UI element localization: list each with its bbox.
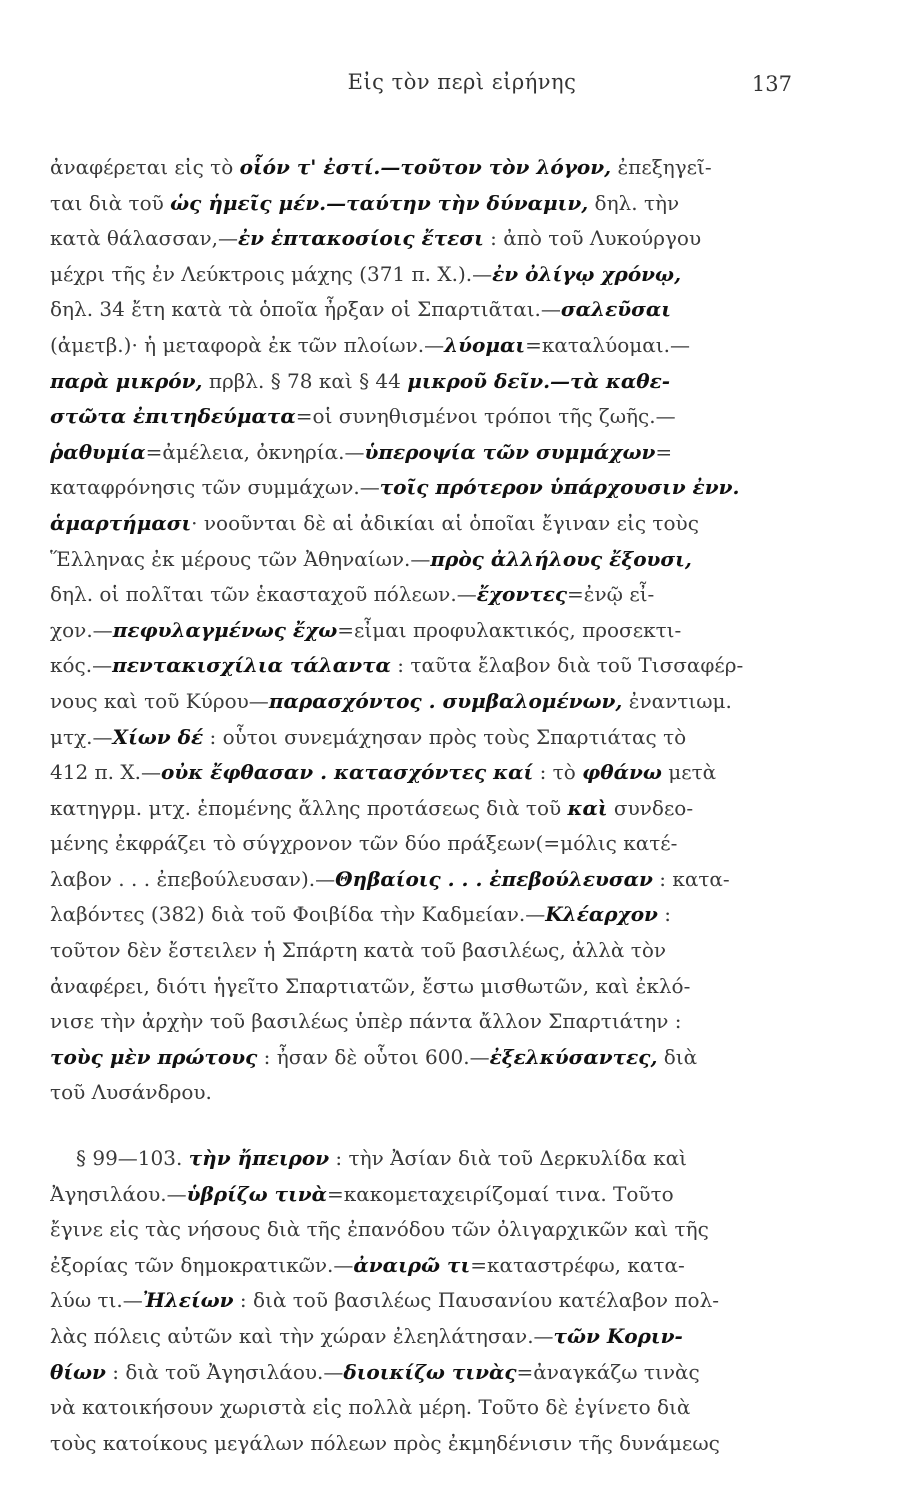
text-run: 412 π. Χ.— bbox=[50, 760, 161, 785]
text-line bbox=[50, 1004, 810, 1040]
lemma: ἐν ὀλίγῳ χρόνῳ, bbox=[492, 261, 682, 286]
text-line bbox=[50, 1040, 810, 1076]
text-run: =ἀναγκάζω τινὰς bbox=[516, 1359, 700, 1384]
text-run: · νοοῦνται δὲ αἱ ἀδικίαι αἱ ὁποῖαι ἔγιναν εἰς τοὺς bbox=[191, 510, 699, 535]
text-run: μένης ἐκφράζει τὸ σύγχρονον τῶν δύο πράξεων(=μόλις κατέ- bbox=[50, 831, 678, 856]
text-run: τοὺς κατοίκους μεγάλων πόλεων πρὸς ἐκμηδένισιν τῆς δυνάμεως bbox=[50, 1430, 720, 1455]
lemma: ἀναιρῶ τι bbox=[353, 1252, 471, 1277]
text-run: : διὰ τοῦ βασιλέως Παυσανίου κατέλαβον πολ- bbox=[233, 1288, 720, 1313]
text-run: ἀναφέρεται εἰς τὸ bbox=[50, 155, 240, 179]
text-run: μετὰ bbox=[661, 760, 717, 785]
text-run: δηλ. τὴν bbox=[588, 190, 680, 215]
lemma: ὑβρίζω τινὰ bbox=[186, 1181, 328, 1206]
lemma: τῶν Κοριν- bbox=[553, 1324, 683, 1348]
text-line bbox=[50, 862, 810, 898]
text-run: χον.— bbox=[50, 617, 113, 642]
text-run: ἐπεξηγεῖ- bbox=[611, 155, 712, 179]
text-line bbox=[50, 897, 810, 933]
text-line bbox=[50, 506, 810, 542]
text-run: νὰ κατοικήσουν χωριστὰ εἰς πολλὰ μέρη. Τοῦτο δὲ ἐγίνετο διὰ bbox=[50, 1395, 691, 1420]
text-line bbox=[50, 720, 810, 756]
lemma: Κλέαρχον bbox=[545, 902, 658, 927]
lemma: ῥαθυμία bbox=[50, 439, 146, 464]
text-line bbox=[50, 150, 810, 186]
lemma: ὡς ἡμεῖς μέν.—ταύτην τὴν δύναμιν, bbox=[170, 190, 589, 215]
text-run: (ἀμετβ.)· ἡ μεταφορὰ ἐκ τῶν πλοίων.— bbox=[50, 332, 445, 357]
text-line bbox=[50, 328, 810, 364]
text-run: =ἐνῷ εἶ- bbox=[567, 582, 655, 607]
text-run: : κατα- bbox=[652, 866, 730, 891]
text-line bbox=[50, 1355, 810, 1391]
text-line bbox=[50, 470, 810, 506]
text-line bbox=[50, 292, 810, 328]
lemma: οἷόν τ' ἐστί.—τοῦτον τὸν λόγον, bbox=[239, 155, 612, 179]
text-run: : ἦσαν δὲ οὗτοι 600.— bbox=[257, 1044, 490, 1069]
text-run: συνδεο- bbox=[607, 795, 694, 820]
text-line bbox=[50, 1283, 810, 1319]
lemma: παρὰ μικρόν, bbox=[50, 368, 203, 393]
text-run: κός.— bbox=[50, 653, 113, 678]
text-run: καταφρόνησις τῶν συμμάχων.— bbox=[50, 475, 380, 500]
text-line bbox=[50, 791, 810, 827]
lemma: ἔχοντες bbox=[476, 582, 568, 607]
text-run: λύω τι.— bbox=[50, 1288, 143, 1313]
text-run: ἔγινε εἰς τὰς νήσους διὰ τῆς ἐπανόδου τῶν ὀλιγαρχικῶν καὶ τῆς bbox=[50, 1217, 709, 1242]
lemma: τοῖς πρότερον ὑπάρχουσιν ἐνν. bbox=[379, 475, 740, 500]
text-run: ἐξορίας τῶν δημοκρατικῶν.— bbox=[50, 1252, 354, 1277]
text-run: Ἀγησιλάου.— bbox=[50, 1181, 187, 1206]
text-run: λὰς πόλεις αὐτῶν καὶ τὴν χώραν ἐλεηλάτησαν.— bbox=[50, 1324, 554, 1348]
lemma: οὐκ ἔφθασαν . κατασχόντες καί bbox=[161, 760, 534, 785]
text-run: τοῦ Λυσάνδρου. bbox=[50, 1080, 212, 1105]
text-line bbox=[50, 186, 810, 222]
text-line bbox=[50, 1212, 810, 1248]
text-run: =καταστρέφω, κατα- bbox=[470, 1252, 685, 1277]
page-header bbox=[0, 70, 924, 110]
text-run: κατηγρμ. μτχ. ἑπομένης ἄλλης προτάσεως διὰ τοῦ bbox=[50, 795, 568, 820]
text-run: ται διὰ τοῦ bbox=[50, 190, 171, 215]
lemma: θίων bbox=[50, 1359, 106, 1384]
lemma: μικροῦ δεῖν.—τὰ καθε- bbox=[407, 368, 671, 393]
text-line bbox=[50, 755, 810, 791]
text-line bbox=[50, 648, 810, 684]
text-run: : οὗτοι συνεμάχησαν πρὸς τοὺς Σπαρτιάτας τὸ bbox=[203, 724, 687, 749]
text-line bbox=[50, 1177, 810, 1213]
text-line bbox=[50, 933, 810, 969]
text-run: = bbox=[655, 439, 673, 464]
text-run: διὰ bbox=[657, 1044, 698, 1069]
text-run: : ταῦτα ἔλαβον διὰ τοῦ Τισσαφέρ- bbox=[390, 653, 744, 678]
lemma: Ἠλείων bbox=[142, 1288, 234, 1313]
text-line bbox=[50, 257, 810, 293]
lemma: Χίων δέ bbox=[112, 724, 204, 749]
lemma: ἐν ἑπτακοσίοις ἔτεσι bbox=[238, 226, 484, 251]
lemma: πεντακισχίλια τάλαντα bbox=[112, 653, 391, 678]
paragraph-gap bbox=[50, 1111, 810, 1141]
lemma: φθάνω bbox=[582, 760, 662, 785]
lemma: παρασχόντος . συμβαλομένων, bbox=[268, 688, 623, 713]
text-run: : διὰ τοῦ Ἀγησιλάου.— bbox=[105, 1359, 344, 1384]
text-run: § 99—103. bbox=[76, 1146, 189, 1171]
text-run: : bbox=[657, 902, 672, 927]
text-line bbox=[50, 969, 810, 1005]
text-run: δηλ. οἱ πολῖται τῶν ἑκασταχοῦ πόλεων.— bbox=[50, 582, 477, 607]
lemma: ἐξελκύσαντες, bbox=[489, 1044, 658, 1069]
text-line bbox=[50, 1075, 810, 1111]
text-run: μέχρι τῆς ἐν Λεύκτροις μάχης (371 π. Χ.).— bbox=[50, 261, 493, 286]
text-run: λαβόντες (382) διὰ τοῦ Φοιβίδα τὴν Καδμείαν.— bbox=[50, 902, 546, 927]
text-run: ἐναντιωμ. bbox=[622, 688, 732, 713]
text-line bbox=[50, 399, 810, 435]
text-run: τοῦτον δὲν ἔστειλεν ἡ Σπάρτη κατὰ τοῦ βασιλέως, ἀλλὰ τὸν bbox=[50, 938, 667, 963]
text-line bbox=[50, 826, 810, 862]
text-run: Ἕλληνας ἐκ μέρους τῶν Ἀθηναίων.— bbox=[50, 546, 431, 571]
text-run: δηλ. 34 ἔτη κατὰ τὰ ὁποῖα ἦρξαν οἱ Σπαρτιᾶται.— bbox=[50, 297, 561, 322]
text-run: =ἀμέλεια, ὀκνηρία.— bbox=[145, 439, 365, 464]
text-run: =οἱ συνηθισμένοι τρόποι τῆς ζωῆς.— bbox=[295, 404, 676, 429]
text-run: λαβον . . . ἐπεβούλευσαν).— bbox=[50, 866, 336, 891]
lemma: Θηβαίοις . . . ἐπεβούλευσαν bbox=[335, 866, 653, 891]
text-run: =εἶμαι προφυλακτικός, προσεκτι- bbox=[337, 617, 682, 642]
text-line bbox=[50, 1426, 810, 1462]
running-head: Εἰς τὸν περὶ εἰρήνης bbox=[347, 70, 577, 94]
text-line bbox=[50, 364, 810, 400]
page-number: 137 bbox=[751, 72, 792, 96]
lemma: τοὺς μὲν πρώτους bbox=[50, 1044, 258, 1069]
lemma: ὑπεροψία τῶν συμμάχων bbox=[364, 439, 656, 464]
text-run: =κακομεταχειρίζομαί τινα. Τοῦτο bbox=[327, 1181, 674, 1206]
text-run: : τὴν Ἀσίαν διὰ τοῦ Δερκυλίδα καὶ bbox=[329, 1146, 687, 1171]
text-run: : ἀπὸ τοῦ Λυκούργου bbox=[483, 226, 702, 251]
text-line bbox=[50, 684, 810, 720]
text-run: νους καὶ τοῦ Κύρου— bbox=[50, 688, 269, 713]
text-line bbox=[50, 577, 810, 613]
text-run: ἀναφέρει, διότι ἡγεῖτο Σπαρτιατῶν, ἔστω μισθωτῶν, καὶ ἐκλό- bbox=[50, 973, 691, 998]
text-run: μτχ.— bbox=[50, 724, 113, 749]
lemma: πρὸς ἀλλήλους ἔξουσι, bbox=[430, 546, 692, 571]
text-line bbox=[50, 1390, 810, 1426]
lemma: διοικίζω τινὰς bbox=[343, 1359, 517, 1384]
text-line bbox=[50, 1319, 810, 1355]
text-run: =καταλύομαι.— bbox=[525, 332, 690, 357]
text-run: : τὸ bbox=[533, 760, 583, 785]
lemma: λύομαι bbox=[444, 332, 526, 357]
text-line bbox=[50, 435, 810, 471]
text-run: πρβλ. § 78 καὶ § 44 bbox=[202, 368, 408, 393]
text-run: κατὰ θάλασσαν,— bbox=[50, 226, 238, 251]
text-run: νισε τὴν ἀρχὴν τοῦ βασιλέως ὑπὲρ πάντα ἄλλον Σπαρτιάτην : bbox=[50, 1009, 682, 1034]
lemma: ἁμαρτήμασι bbox=[50, 510, 192, 535]
text-line bbox=[50, 1248, 810, 1284]
lemma: τὴν ἤπειρον bbox=[188, 1146, 330, 1171]
text-line bbox=[50, 542, 810, 578]
lemma: καὶ bbox=[567, 795, 608, 820]
text-line bbox=[50, 1141, 810, 1177]
text-line bbox=[50, 221, 810, 257]
lemma: σαλεῦσαι bbox=[560, 297, 671, 322]
commentary-text bbox=[50, 150, 810, 1461]
lemma: πεφυλαγμένως ἔχω bbox=[112, 617, 338, 642]
lemma: στῶτα ἐπιτηδεύματα bbox=[50, 404, 296, 429]
text-line bbox=[50, 613, 810, 649]
